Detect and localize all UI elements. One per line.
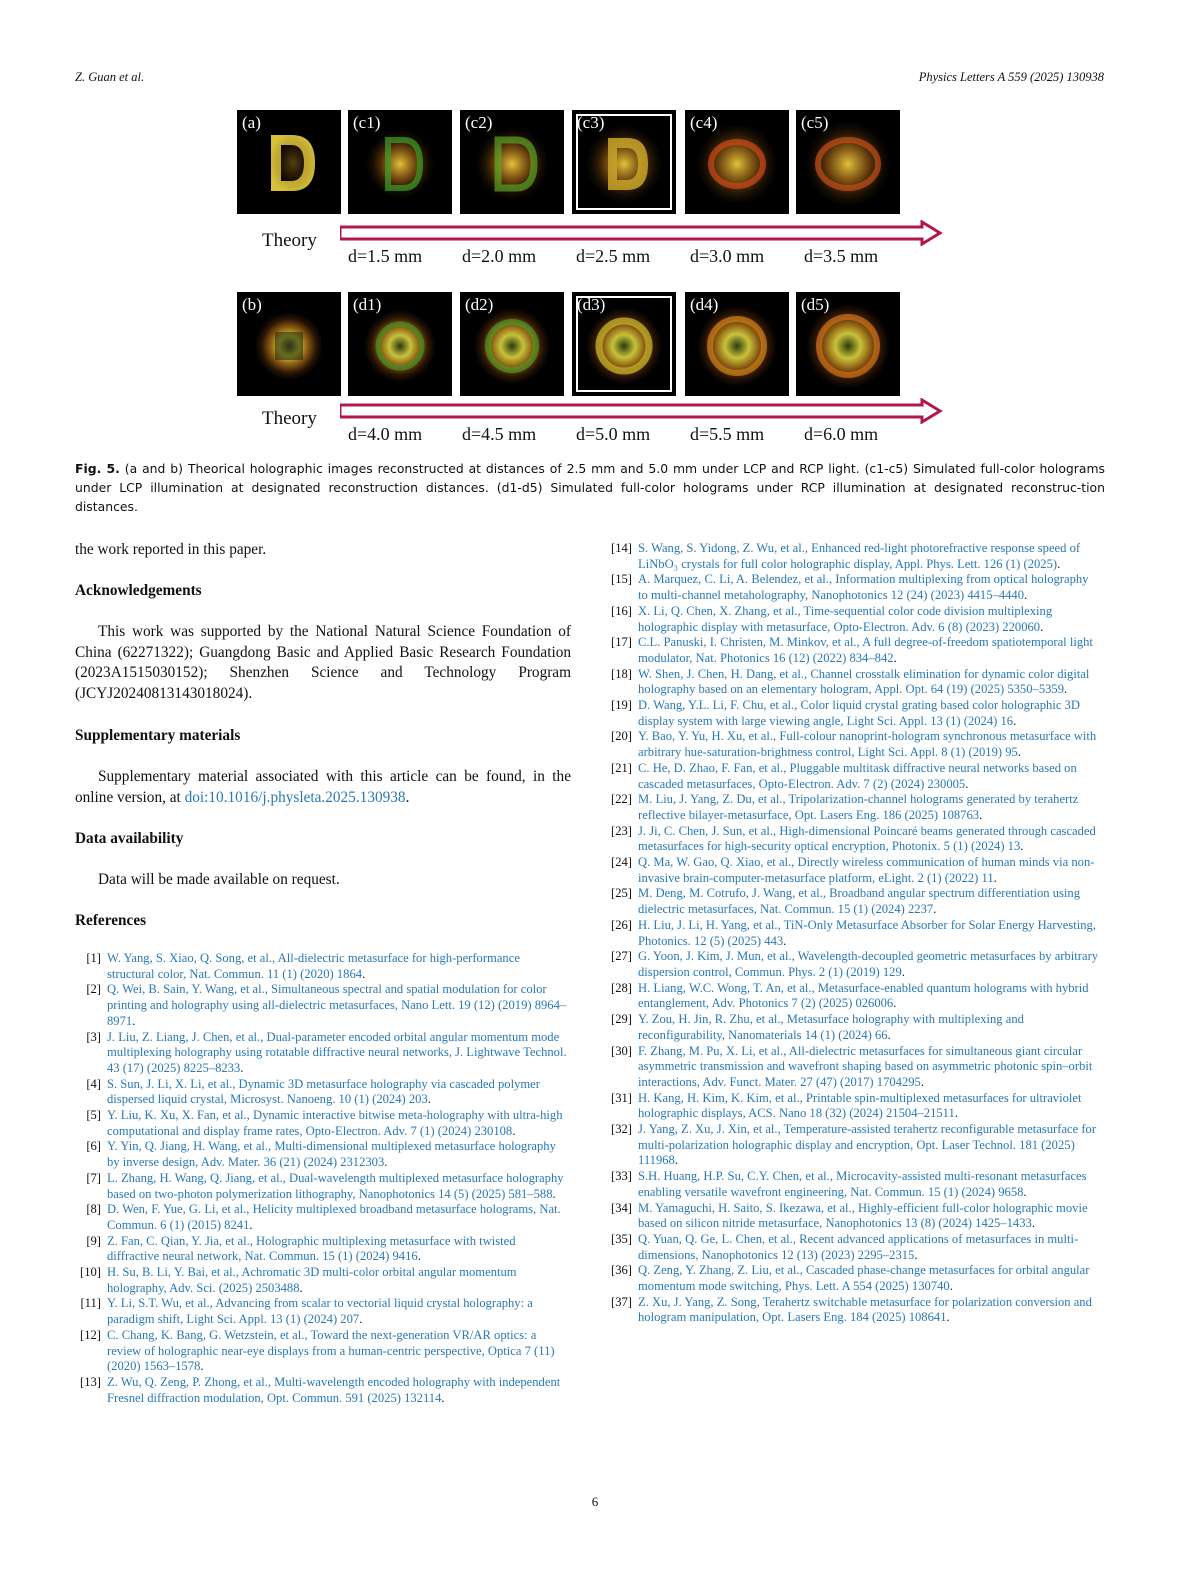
reference-tail: . <box>249 1217 253 1232</box>
distance-label: d=4.0 mm <box>348 424 423 444</box>
reference-number: [10] <box>80 1265 101 1280</box>
reference-link[interactable]: J. Yang, Z. Xu, J. Xin, et al., Temperature-assisted terahertz reconfigurable metasurface for multi-polarization holographic display and encryption, Opt. Laser Technol. 181 (2025) 111968 <box>638 1122 1097 1168</box>
figure-panel-d1 <box>348 292 452 396</box>
reference-number: [22] <box>611 792 632 807</box>
reference-number: [5] <box>86 1108 101 1123</box>
reference-tail: . <box>1020 839 1024 854</box>
data-availability-heading: Data availability <box>75 830 184 847</box>
reference-tail: . <box>914 1247 918 1262</box>
reference-tail: . <box>132 1013 136 1028</box>
reference-tail: . <box>783 933 787 948</box>
reference-number: [9] <box>86 1233 101 1248</box>
reference-link[interactable]: Z. Fan, C. Qian, Y. Jia, et al., Holographic multiplexing metasurface with twisted diffractive neural network, Nat. Commun. 15 (1) (2024) 9416 <box>107 1233 516 1264</box>
distance-label: d=4.5 mm <box>462 424 537 444</box>
reference-number: [2] <box>86 982 101 997</box>
figure-panel-c5 <box>796 110 900 214</box>
reference-link[interactable]: S. Wang, S. Yidong, Z. Wu, et al., Enhanced red-light photorefractive response speed of LiNbO₃ crystals for full color holographic display, Appl. Phys. Lett. 126 (1) (2025) <box>638 541 1081 571</box>
reference-link[interactable]: H. Liu, J. Li, H. Yang, et al., TiN-Only Metasurface Absorber for Solar Energy Harvesting, Photonics. 12 (5) (2025) 443 <box>638 917 1096 948</box>
figure-panel-a <box>237 110 341 214</box>
reference-number: [20] <box>611 729 632 744</box>
reference-item <box>75 1171 569 1202</box>
distance-arrow-row2 <box>340 398 945 424</box>
reference-number: [8] <box>86 1202 101 1217</box>
reference-number: [4] <box>86 1076 101 1091</box>
caption-label: Fig. 5. <box>75 461 120 476</box>
reference-item <box>606 1201 1101 1232</box>
figure-panel-c3 <box>572 110 676 214</box>
references-list-right <box>606 541 1101 1326</box>
reference-link[interactable]: C. He, D. Zhao, F. Fan, et al., Pluggable multitask diffractive neural networks based on cascaded metasurfaces, Opto-Electron. Adv. 7 (2) (2024) 230005 <box>638 760 1077 791</box>
reference-item <box>75 951 569 982</box>
reference-number: [28] <box>611 980 632 995</box>
supplementary-text-body: Supplementary material associated with this article can be found, in the online version, at <box>75 768 571 806</box>
reference-link[interactable]: Y. Yin, Q. Jiang, H. Wang, et al., Multi-dimensional multiplexed metasurface holography by inverse design, Adv. Mater. 36 (21) (2024) 2312303 <box>107 1139 556 1170</box>
reference-link[interactable]: Q. Yuan, Q. Ge, L. Chen, et al., Recent advanced applications of metasurfaces in multi-dimensions, Nanophotonics 12 (13) (2023) 2295–2315 <box>638 1231 1079 1262</box>
figure-panel-d5 <box>796 292 900 396</box>
panel-label: (d2) <box>465 295 494 314</box>
reference-tail: . <box>427 1092 431 1107</box>
reference-number: [27] <box>611 949 632 964</box>
reference-tail: . <box>949 1279 953 1294</box>
reference-number: [18] <box>611 666 632 681</box>
highlight-frame <box>576 114 672 210</box>
reference-link[interactable]: C. Chang, K. Bang, G. Wetzstein, et al., Toward the next-generation VR/AR optics: a review of holographic near-eye displays from a human-centric perspective, Optica 7 (11) (2020) 1563–1578 <box>107 1327 555 1374</box>
figure-panel-d3 <box>572 292 676 396</box>
reference-link[interactable]: H. Kang, H. Kim, K. Kim, et al., Printable spin-multiplexed metasurfaces for ultraviolet holographic displays, ACS. Nano 18 (32) (2024) 21504–21511 <box>638 1090 1082 1121</box>
reference-item <box>606 855 1101 886</box>
figure-panel-b <box>237 292 341 396</box>
reference-tail: . <box>299 1280 303 1295</box>
reference-number: [12] <box>80 1327 101 1342</box>
reference-link[interactable]: H. Su, B. Li, Y. Bai, et al., Achromatic 3D multi-color orbital angular momentum holography, Adv. Sci. (2025) 2503488 <box>107 1265 517 1295</box>
reference-link[interactable]: Q. Wei, B. Sain, Y. Wang, et al., Simultaneous spectral and spatial modulation for color printing and holography using all-dielectric metasurfaces, Nano Lett. 19 (12) (2019) 8964–8971 <box>107 982 567 1028</box>
reference-tail: . <box>1064 682 1068 697</box>
reference-link[interactable]: M. Deng, M. Cotrufo, J. Wang, et al., Broadband angular spectrum differentiation using dielectric metasurfaces, Nat. Commun. 15 (1) (2024) 2237 <box>638 886 1081 917</box>
distance-label: d=2.0 mm <box>462 246 537 266</box>
distance-label: d=2.5 mm <box>576 246 651 266</box>
reference-number: [34] <box>611 1200 632 1215</box>
distance-label: d=1.5 mm <box>348 246 423 266</box>
supplementary-heading: Supplementary materials <box>75 727 241 744</box>
highlight-frame <box>576 296 672 392</box>
reference-number: [23] <box>611 823 632 838</box>
reference-tail: . <box>954 1106 958 1121</box>
reference-item <box>606 1263 1101 1294</box>
reference-number: [24] <box>611 855 632 870</box>
panel-label: (d1) <box>353 295 382 314</box>
reference-item <box>606 1012 1101 1043</box>
reference-link[interactable]: M. Liu, J. Yang, Z. Du, et al., Tripolarization-channel holograms generated by terahertz reflective bilayer-metasurface, Opt. Lasers Eng. 186 (2025) 108763 <box>638 792 1079 822</box>
panel-label: (c3) <box>577 113 605 132</box>
reference-item <box>75 1108 569 1139</box>
reference-tail: . <box>441 1390 445 1405</box>
reference-item <box>75 1375 569 1406</box>
reference-item <box>606 1295 1101 1326</box>
reference-link[interactable]: M. Yamaguchi, H. Saito, S. Ikezawa, et al., Highly-efficient full-color holographic movie based on silicon nitride metasurface, Nanophotonics 13 (8) (2024) 1425–1433 <box>638 1200 1088 1231</box>
reference-item <box>606 824 1101 855</box>
reference-number: [6] <box>86 1139 101 1154</box>
reference-number: [16] <box>611 603 632 618</box>
doi-link[interactable]: doi:10.1016/j.physleta.2025.130938 <box>184 788 406 806</box>
reference-link[interactable]: Y. Zou, H. Jin, R. Zhu, et al., Metasurface holography with multiplexing and reconfigurability, Nanomaterials 14 (1) (2024) 66 <box>638 1012 1024 1042</box>
reference-tail: . <box>887 1027 891 1042</box>
reference-item <box>606 761 1101 792</box>
figure-panel-d2 <box>460 292 564 396</box>
panel-label: (c1) <box>353 113 381 132</box>
reference-number: [31] <box>611 1090 632 1105</box>
reference-item <box>75 1139 569 1170</box>
reference-tail: . <box>893 650 897 665</box>
reference-item <box>75 1202 569 1233</box>
reference-tail: . <box>359 1312 363 1327</box>
reference-link[interactable]: Z. Wu, Q. Zeng, P. Zhong, et al., Multi-wavelength encoded holography with independent Fresnel diffraction modulation, Opt. Commun. 591 (2025) 132114 <box>107 1374 561 1405</box>
panel-label: (c5) <box>801 113 829 132</box>
reference-number: [7] <box>86 1170 101 1185</box>
reference-tail: . <box>1024 588 1028 603</box>
running-header-authors: Z. Guan et al. <box>75 70 145 84</box>
reference-tail: . <box>1013 713 1017 728</box>
reference-link[interactable]: S. Sun, J. Li, X. Li, et al., Dynamic 3D metasurface holography via cascaded polymer dispersed liquid crystal, Microsyst. Nanoeng. 10 (1) (2024) 203 <box>107 1076 540 1107</box>
reference-item <box>75 1265 569 1296</box>
reference-number: [14] <box>611 541 632 555</box>
reference-item <box>606 886 1101 917</box>
reference-tail: . <box>512 1123 516 1138</box>
reference-tail: . <box>384 1155 388 1170</box>
panel-label: (d4) <box>690 295 719 314</box>
reference-tail: . <box>674 1153 679 1168</box>
reference-link[interactable]: F. Zhang, M. Pu, X. Li, et al., All-dielectric metasurfaces for simultaneous giant circular asymmetric transmission and wavefront shaping based on asymmetric photonic spin–orbit interactions, Adv. Funct. Mater. 27 (47) (2017) 1704295 <box>638 1043 1093 1089</box>
reference-item <box>606 1232 1101 1263</box>
reference-link[interactable]: L. Zhang, H. Wang, Q. Jiang, et al., Dual-wavelength multiplexed metasurface holography based on two-photon polymerization lithography, Nanophotonics 14 (5) (2025) 581–588 <box>107 1170 564 1201</box>
supplementary-text-end: . <box>405 788 410 806</box>
reference-tail: . <box>1017 745 1021 760</box>
reference-tail: . <box>1023 1184 1027 1199</box>
reference-number: [3] <box>86 1029 101 1044</box>
data-availability-text: Data will be made available on request. <box>98 871 340 888</box>
reference-item <box>75 1328 569 1375</box>
intro-line: the work reported in this paper. <box>75 541 267 558</box>
figure-panel-c4 <box>685 110 789 214</box>
reference-link[interactable]: C.L. Panuski, I. Christen, M. Minkov, et al., A full degree-of-freedom spatiotemporal light modulator, Nat. Photonics 16 (12) (2022) 834–842 <box>638 635 1093 665</box>
reference-tail: . <box>200 1359 204 1374</box>
reference-link[interactable]: J. Liu, Z. Liang, J. Chen, et al., Dual-parameter encoded orbital angular momentum mode multiplexing holography using rotatable diffractive neural networks, J. Lightwave Technol. 43 (17) (2025) 8225–8233 <box>107 1029 567 1075</box>
caption-text: (a and b) Theorical holographic images reconstructed at distances of 2.5 mm and 5.0 mm under LCP and RCP light. (c1-c5) Simulated full-color holograms under LCP illumination at designated reconstruction distances. (d1-d5) Simulated full-color holograms under RCP illumination at designated reconstruc-tion distances. <box>75 461 1105 514</box>
reference-link[interactable]: G. Yoon, J. Kim, J. Mun, et al., Wavelength-decoupled geometric metasurfaces by arbitrary dispersion control, Commun. Phys. 2 (1) (2019) 129 <box>638 949 1099 979</box>
reference-link[interactable]: Y. Bao, Y. Yu, H. Xu, et al., Full-colour nanoprint-hologram synchronous metasurface with arbitrary hue-saturation-brightness control, Light Sci. Appl. 8 (1) (2019) 95 <box>638 729 1097 760</box>
reference-link[interactable]: H. Liang, W.C. Wong, T. An, et al., Metasurface-enabled quantum holograms with hybrid entanglement, Adv. Photonics 7 (2) (2025) 026006 <box>638 980 1089 1011</box>
figure-5 <box>230 108 970 453</box>
reference-item <box>606 1091 1101 1122</box>
reference-link[interactable]: Y. Li, S.T. Wu, et al., Advancing from scalar to vectorial liquid crystal holography: a paradigm shift, Light Sci. Appl. 13 (1) (2024) 207 <box>107 1296 533 1327</box>
reference-item <box>606 1169 1101 1200</box>
panel-label: (c2) <box>465 113 493 132</box>
reference-item <box>75 982 569 1029</box>
reference-number: [35] <box>611 1231 632 1246</box>
theory-label-row1: Theory <box>262 230 317 251</box>
reference-item <box>75 1234 569 1265</box>
reference-tail: . <box>1057 556 1061 571</box>
figure-panel-c2 <box>460 110 564 214</box>
panel-label: (c4) <box>690 113 718 132</box>
acknowledgements-text: This work was supported by the National Natural Science Foundation of China (62271322); Guangdong Basic and Applied Basic Research Foundation (2023A1515030152); Shenzhen Science and Technology Program (JCYJ20240813143018024). <box>75 623 571 702</box>
reference-link[interactable]: J. Ji, C. Chen, J. Sun, et al., High-dimensional Poincaré beams generated through cascaded metasurfaces for high-security optical encryption, Photonix. 5 (1) (2024) 13 <box>638 823 1096 854</box>
reference-tail: . <box>417 1249 421 1264</box>
reference-tail: . <box>552 1186 556 1201</box>
supplementary-text <box>75 767 571 808</box>
reference-link[interactable]: A. Marquez, C. Li, A. Belendez, et al., Information multiplexing from optical holography to multi-channel metaholography, Nanophotonics 12 (24) (2023) 4415–4440 <box>638 572 1089 603</box>
reference-item <box>606 792 1101 823</box>
reference-number: [17] <box>611 635 632 650</box>
reference-tail: . <box>920 1074 925 1089</box>
reference-number: [1] <box>86 951 101 965</box>
reference-link[interactable]: Q. Zeng, Y. Zhang, Z. Liu, et al., Cascaded phase-change metasurfaces for orbital angular momentum mode switching, Phys. Lett. A 554 (2025) 130740 <box>638 1263 1090 1294</box>
references-list-left <box>75 951 569 1406</box>
distance-label: d=5.0 mm <box>576 424 651 444</box>
references-heading: References <box>75 912 147 929</box>
reference-number: [36] <box>611 1263 632 1278</box>
reference-tail: . <box>893 996 897 1011</box>
reference-tail: . <box>1040 619 1044 634</box>
panel-label: (a) <box>242 113 261 132</box>
reference-tail: . <box>993 870 997 885</box>
reference-tail: . <box>1031 1216 1035 1231</box>
reference-tail: . <box>933 902 937 917</box>
reference-item <box>606 918 1101 949</box>
reference-number: [11] <box>80 1296 101 1311</box>
reference-number: [30] <box>611 1043 632 1058</box>
reference-link[interactable]: W. Yang, S. Xiao, Q. Song, et al., All-dielectric metasurface for high-performance structural color, Nat. Commun. 11 (1) (2020) 1864 <box>107 951 520 981</box>
reference-tail: . <box>946 1310 950 1325</box>
reference-item <box>606 1044 1101 1091</box>
reference-link[interactable]: D. Wang, Y.L. Li, F. Chu, et al., Color liquid crystal grating based color holographic 3D display system with large viewing angle, Light Sci. Appl. 13 (1) (2024) 16 <box>638 698 1080 728</box>
reference-number: [26] <box>611 917 632 932</box>
figure-caption <box>75 459 1105 516</box>
reference-tail: . <box>240 1060 244 1075</box>
figure-panel-c1 <box>348 110 452 214</box>
figure-panel-d4 <box>685 292 789 396</box>
reference-item <box>75 1030 569 1077</box>
reference-link[interactable]: X. Li, Q. Chen, X. Zhang, et al., Time-sequential color code division multiplexing holographic display with metasurface, Opto-Electron. Adv. 6 (8) (2023) 220060 <box>638 603 1053 634</box>
reference-tail: . <box>979 807 983 822</box>
reference-link[interactable]: W. Shen, J. Chen, H. Dang, et al., Channel crosstalk elimination for dynamic color digital holography based on an elementary hologram, Appl. Opt. 64 (19) (2025) 5350–5359 <box>638 666 1090 697</box>
reference-link[interactable]: Z. Xu, J. Yang, Z. Song, Terahertz switchable metasurface for polarization conversion and hologram manipulation, Opt. Lasers Eng. 184 (2025) 108641 <box>638 1294 1092 1325</box>
reference-number: [32] <box>611 1122 632 1137</box>
reference-link[interactable]: Y. Liu, K. Xu, X. Fan, et al., Dynamic interactive bitwise meta-holography with ultra-high computational and display frame rates, Opto-Electron. Adv. 7 (1) (2024) 230108 <box>107 1108 563 1138</box>
distance-arrow-row1 <box>340 220 945 246</box>
reference-link[interactable]: Q. Ma, W. Gao, Q. Xiao, et al., Directly wireless communication of human minds via non-invasive brain-computer-metasurface platform, eLight. 2 (1) (2022) 11 <box>638 855 1095 885</box>
reference-item <box>606 541 1101 572</box>
reference-tail: . <box>362 966 366 981</box>
reference-number: [13] <box>80 1374 101 1389</box>
running-header-journal: Physics Letters A 559 (2025) 130938 <box>918 70 1104 84</box>
reference-item <box>606 1122 1101 1169</box>
page-number: 6 <box>591 1494 599 1509</box>
reference-item <box>606 729 1101 760</box>
theory-label-row2: Theory <box>262 408 317 429</box>
reference-number: [15] <box>611 572 632 587</box>
panel-label: (d5) <box>801 295 830 314</box>
reference-tail: . <box>965 776 969 791</box>
reference-link[interactable]: D. Wen, F. Yue, G. Li, et al., Helicity multiplexed broadband metasurface holograms, Nat. Commun. 6 (1) (2015) 8241 <box>107 1202 561 1232</box>
reference-link[interactable]: S.H. Huang, H.P. Su, C.Y. Chen, et al., Microcavity-assisted multi-resonant metasurfaces enabling versatile wavefront engineering, Nat. Commun. 15 (1) (2024) 9658 <box>638 1169 1087 1199</box>
reference-number: [33] <box>611 1169 632 1184</box>
reference-number: [25] <box>611 886 632 901</box>
distance-label: d=3.5 mm <box>804 246 879 266</box>
reference-tail: . <box>901 964 905 979</box>
reference-item <box>606 667 1101 698</box>
reference-item <box>75 1296 569 1327</box>
reference-item <box>606 604 1101 635</box>
reference-number: [21] <box>611 760 632 775</box>
reference-item <box>606 981 1101 1012</box>
distance-label: d=5.5 mm <box>690 424 765 444</box>
reference-item <box>75 1077 569 1108</box>
reference-item <box>606 572 1101 603</box>
distance-label: d=6.0 mm <box>804 424 879 444</box>
reference-number: [29] <box>611 1012 632 1027</box>
panel-label: (d3) <box>577 295 606 314</box>
acknowledgements-heading: Acknowledgements <box>75 582 202 599</box>
reference-number: [37] <box>611 1294 632 1309</box>
reference-number: [19] <box>611 698 632 713</box>
distance-label: d=3.0 mm <box>690 246 765 266</box>
reference-item <box>606 635 1101 666</box>
reference-item <box>606 698 1101 729</box>
reference-item <box>606 949 1101 980</box>
panel-label: (b) <box>242 295 262 314</box>
